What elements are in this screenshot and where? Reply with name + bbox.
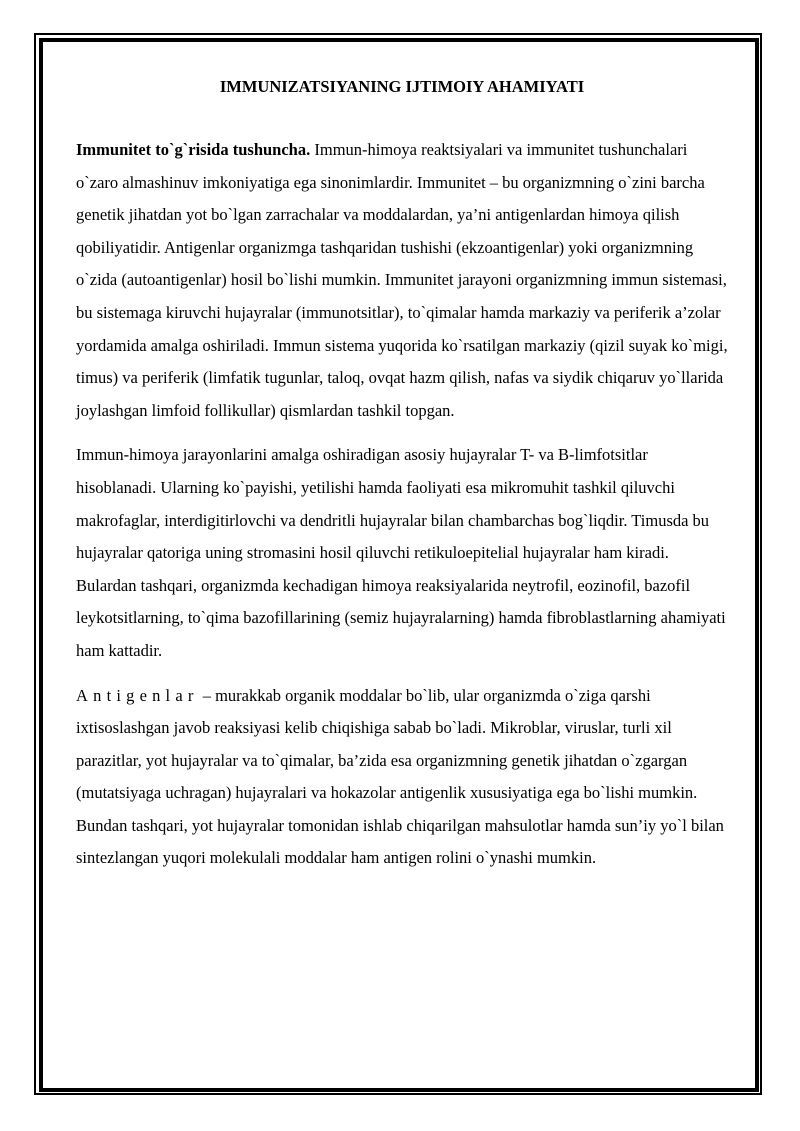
- document-body: [76, 74, 728, 875]
- paragraph-lead-immunity: Immunitet to`g`risida tushuncha.: [76, 140, 311, 159]
- paragraph-lead-antigens: Antigenlar: [76, 685, 199, 705]
- document-title: IMMUNIZATSIYANING IJTIMOIY AHAMIYATI: [219, 77, 585, 96]
- paragraph-antigens: [76, 680, 728, 876]
- paragraph-text-antigens: – murakkab organik moddalar bo`lib, ular organizmda o`ziga qarshi ixtisoslashgan javob reaksiyasi kelib chiqishiga sabab bo`ladi. Mikroblar, viruslar, turli xil parazitlar, yot hujayralar va to`qimalar, ba’zida esa organizmning genetik jihatdan o`zgargan (mutatsiyaga uchragan) hujayralari va hokazolar antigenlik xususiyatiga ega bo`lishi mumkin. Bundan tashqari, yot hujayralar tomonidan ishlab chiqarilgan mahsulotlar hamda sun’iy yo`l bilan sintezlangan yuqori molekulali moddalar ham antigen rolini o`ynashi mumkin.: [76, 685, 724, 868]
- paragraph-cells: [76, 439, 728, 667]
- paragraph-text-cells: Immun-himoya jarayonlarini amalga oshiradigan asosiy hujayralar T- va B-limfotsitlar hisoblanadi. Ularning ko`payishi, yetilishi hamda faoliyati esa mikromuhit tashkil qiluvchi makrofaglar, interdigitirlovchi va dendritli hujayralar bilan chambarchas bog`liqdir. Timusda bu hujayralar qatoriga uning stromasini hosil qiluvchi retikuloepitelial hujayralar ham kiradi. Bulardan tashqari, organizmda kechadigan himoya reaksiyalarida neytrofil, eozinofil, bazofil leykotsitlarning, to`qima bazofillarining (semiz hujayralarning) hamda fibroblastlarning ahamiyati ham kattadir.: [76, 445, 726, 660]
- paragraph-immunity: [76, 134, 728, 427]
- paragraph-text-immunity: Immun-himoya reaktsiyalari va immunitet tushunchalari o`zaro almashinuv imkoniyatiga ega sinonimlardir. Immunitet – bu organizmning o`zini barcha genetik jihatdan yot bo`lgan zarrachalar va moddalardan, ya’ni antigenlardan himoya qilish qobiliyatidir. Antigenlar organizmga tashqaridan tushishi (ekzoantigenlar) yoki organizmning o`zida (autoantigenlar) hosil bo`lishi mumkin. Immunitet jarayoni organizmning immun sistemasi, bu sistemaga kiruvchi hujayralar (immunotsitlar), to`qimalar hamda markaziy va periferik a’zolar yordamida amalga oshiriladi. Immun sistema yuqorida ko`rsatilgan markaziy (qizil suyak ko`migi, timus) va periferik (limfatik tugunlar, taloq, ovqat hazm qilish, nafas va siydik chiqaruv yo`llarida joylashgan limfoid follikullar) qismlardan tashkil topgan.: [76, 140, 728, 420]
